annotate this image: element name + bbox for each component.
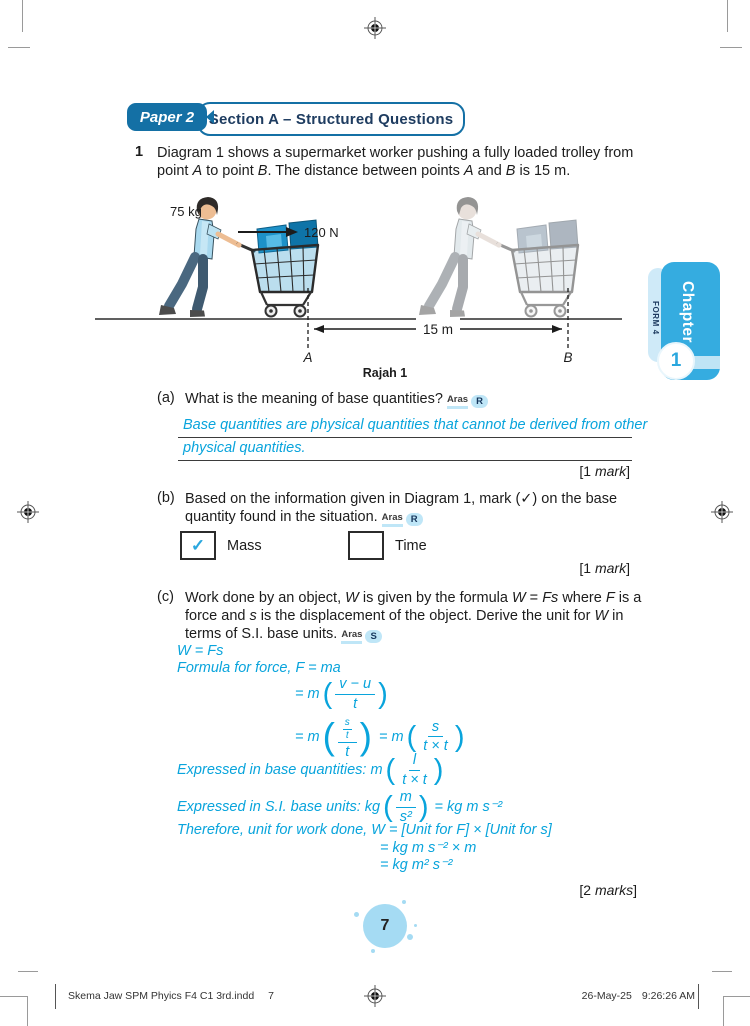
splatter-dot <box>371 949 375 953</box>
crop-mark <box>727 0 728 32</box>
aras-level-badge: R <box>471 395 488 408</box>
answer-c-eq2: = m ( $\frac{\frac{s}{t}}{t}$ ) = m ( $\frac{s}{t \times t}$ ) <box>295 713 465 761</box>
answer-line <box>178 416 648 438</box>
nested-fraction: $\frac{\frac{s}{t}}{t}$ <box>338 713 357 761</box>
diagram-1 <box>90 188 630 366</box>
mass-label: Mass <box>227 537 262 554</box>
crop-mark <box>723 996 724 1026</box>
time-checkbox[interactable] <box>348 531 384 560</box>
section-title-label: Section A – Structured Questions <box>208 110 454 128</box>
worker-at-B <box>419 197 578 317</box>
footer-datetime <box>550 990 695 1002</box>
diagram-caption: Rajah 1 <box>362 366 408 380</box>
crop-mark <box>27 996 28 1026</box>
crop-mark <box>712 971 732 972</box>
chapter-label: Chapter <box>679 280 696 344</box>
open-paren: ( <box>406 720 417 753</box>
footer-date: 26-May-25 <box>581 990 632 1002</box>
badge-notch <box>206 110 214 124</box>
registration-mark-icon <box>16 500 40 524</box>
form-label: FORM 4 <box>651 301 660 335</box>
mass-label: 75 kg <box>170 204 202 219</box>
aras-badge <box>382 513 423 527</box>
open-paren: ( <box>383 790 393 823</box>
question-number: 1 <box>135 144 144 160</box>
part-c-line3: terms of S.I. base units. Aras S <box>185 625 382 645</box>
splatter-dot <box>354 912 359 917</box>
fraction: $\frac{s}{t \times t}$ <box>423 718 448 755</box>
part-c-letter: (c) <box>157 589 174 605</box>
footer-page-number: 7 <box>268 990 274 1002</box>
time-label: Time <box>395 537 427 554</box>
close-paren: ) <box>433 753 444 786</box>
registration-mark-icon <box>710 500 734 524</box>
aras-word: Aras <box>341 630 362 644</box>
part-c-line1: Work done by an object, W is given by the formula W = Fs where F is a <box>185 590 642 606</box>
mass-checkbox[interactable] <box>180 531 216 560</box>
part-b-marks: [1 mark] <box>579 560 630 576</box>
part-c-line2: force and s is the displacement of the object. Derive the unit for W in <box>185 608 624 624</box>
option-mass <box>180 531 262 560</box>
fraction: $\frac{v - u}{t}$ <box>335 676 375 712</box>
splatter-dot <box>407 934 413 940</box>
aras-badge <box>341 630 381 644</box>
part-b-letter: (b) <box>157 490 175 506</box>
open-paren: ( <box>322 716 335 758</box>
paper-badge <box>127 103 207 131</box>
chapter-number-badge: 1 <box>657 342 695 380</box>
close-paren: ) <box>418 790 429 823</box>
answer-c-l5: = kg m² s⁻² <box>380 857 453 873</box>
part-b-line1: Based on the information given in Diagram 1, mark (✓) on the base <box>185 491 618 507</box>
point-b-label: B <box>563 350 573 365</box>
answer-c-eq1: = m ( $\frac{v - u}{t}$ ) <box>295 676 388 712</box>
aras-level-badge: S <box>365 630 381 643</box>
footer-filename: Skema Jaw SPM Phyics F4 C1 3rd.indd 7 <box>68 990 274 1002</box>
footer-divider <box>55 984 56 1009</box>
close-paren: ) <box>378 677 388 710</box>
crop-mark <box>720 47 742 48</box>
section-title <box>197 102 465 136</box>
part-b-line2: quantity found in the situation. Aras R <box>185 508 423 528</box>
point-a-label: A <box>303 350 313 365</box>
aras-word: Aras <box>447 395 468 409</box>
option-time <box>348 531 427 560</box>
footer-time: 9:26:26 AM <box>641 990 695 1002</box>
chapter-tab[interactable] <box>648 262 720 382</box>
part-a-answer-line1: Base quantities are physical quantities that cannot be derived from other <box>183 417 648 433</box>
answer-c-l3: Therefore, unit for work done, W = [Unit for F] × [Unit for s] <box>177 822 552 838</box>
part-c-marks: [2 marks] <box>579 882 637 898</box>
part-a-question: What is the meaning of base quantities? Aras R <box>185 390 488 410</box>
paper-badge-label: Paper 2 <box>139 108 195 126</box>
check-icon: ✓ <box>190 535 206 555</box>
splatter-dot <box>402 900 406 904</box>
splatter-dot <box>414 924 417 927</box>
question-intro-line1: Diagram 1 shows a supermarket worker pushing a fully loaded trolley from <box>157 145 634 161</box>
crop-mark <box>22 0 23 32</box>
question-intro-line2: point A to point B. The distance between points A and B is 15 m. <box>157 163 571 179</box>
answer-line <box>178 439 632 461</box>
crop-mark <box>18 971 38 972</box>
part-a-letter: (a) <box>157 390 175 406</box>
answer-c-l2: Formula for force, F = ma <box>177 660 341 676</box>
footer-divider <box>698 984 699 1009</box>
fraction: $\frac{m}{\text{s²}}$ <box>396 789 416 825</box>
registration-mark-icon <box>363 984 387 1008</box>
aras-word: Aras <box>382 513 403 527</box>
answer-c-l4: = kg m s⁻² × m <box>380 840 477 856</box>
page-number-badge: 7 <box>363 904 407 948</box>
close-paren: ) <box>359 716 372 758</box>
force-label: 120 N <box>304 225 339 240</box>
part-a-answer-line2: physical quantities. <box>183 440 306 456</box>
registration-mark-icon <box>363 16 387 40</box>
answer-c-eq3: Expressed in base quantities: m ( $\frac{l}{t \times t}$ ) <box>177 752 444 788</box>
open-paren: ( <box>322 677 333 710</box>
fraction: $\frac{l}{t \times t}$ <box>402 752 427 788</box>
crop-mark <box>723 996 750 997</box>
aras-badge <box>447 395 488 409</box>
close-paren: ) <box>454 720 465 753</box>
aras-level-badge: R <box>406 513 423 526</box>
open-paren: ( <box>385 753 396 786</box>
crop-mark <box>8 47 30 48</box>
answer-c-eq4: Expressed in S.I. base units: kg ( $\frac{m}{\text{s²}}$ ) = kg m s⁻² <box>177 789 503 825</box>
part-a-marks: [1 mark] <box>579 463 630 479</box>
distance-label: 15 m <box>422 322 454 337</box>
crop-mark <box>0 996 27 997</box>
answer-c-l1: W = Fs <box>177 643 224 659</box>
